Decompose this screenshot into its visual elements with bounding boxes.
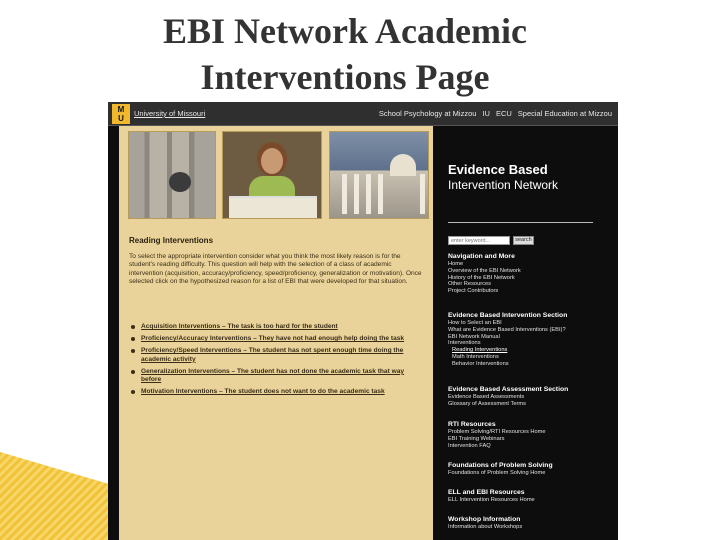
search-input[interactable] — [448, 236, 510, 245]
nav-section-rti — [448, 420, 613, 449]
header-link-special-education[interactable]: Special Education at Mizzou — [517, 109, 612, 118]
intervention-link-proficiency-accuracy[interactable]: Proficiency/Accuracy Interventions – They have not had enough help doing the task — [129, 335, 423, 343]
header-link-iu[interactable]: IU — [482, 109, 490, 118]
photo-student-with-books — [222, 131, 322, 219]
nav-link-ell-home[interactable]: ELL Intervention Resources Home — [448, 497, 535, 503]
nav-heading: Foundations of Problem Solving — [448, 462, 553, 469]
photo-column — [420, 174, 425, 214]
search-button[interactable]: search — [513, 236, 534, 245]
page-title: Reading Interventions — [129, 236, 214, 245]
nav-link-reading-interventions[interactable]: Reading Interventions — [452, 347, 508, 354]
site-title: Evidence Based — [448, 162, 548, 177]
main-content — [119, 126, 433, 540]
nav-section-workshop — [448, 515, 613, 531]
intervention-link-acquisition[interactable]: Acquisition Interventions – The task is too hard for the student — [129, 323, 423, 331]
nav-link-project-contributors[interactable]: Project Contributors — [448, 288, 499, 295]
nav-link-overview[interactable]: Overview of the EBI Network — [448, 267, 521, 274]
nav-link-glossary[interactable]: Glossary of Assessment Terms — [448, 400, 526, 407]
intervention-link-generalization[interactable]: Generalization Interventions – The student has not done the academic task that way before — [129, 368, 423, 384]
nav-heading: Evidence Based Assessment Section — [448, 386, 569, 393]
nav-link-workshops[interactable]: Information about Workshops — [448, 524, 523, 530]
photo-dome — [390, 154, 416, 176]
nav-section-navigation — [448, 252, 613, 295]
divider — [448, 222, 593, 223]
nav-link-home[interactable]: Home — [448, 261, 464, 267]
nav-heading: Workshop Information — [448, 516, 521, 523]
nav-heading: Evidence Based Intervention Section — [448, 312, 568, 319]
slide-title — [80, 8, 610, 100]
nav-link-faq[interactable]: Intervention FAQ — [448, 442, 491, 449]
nav-link-history[interactable]: History of the EBI Network — [448, 274, 515, 281]
mizzou-logo[interactable]: M U — [112, 104, 130, 124]
header-link-school-psychology[interactable]: School Psychology at Mizzou — [378, 109, 477, 118]
nav-link-math-interventions[interactable]: Math Interventions — [452, 353, 499, 360]
nav-link-webinars[interactable]: EBI Training Webinars — [448, 435, 505, 442]
nav-link-rti-home[interactable]: Problem Solving/RTI Resources Home — [448, 429, 546, 435]
photo-column — [354, 174, 359, 214]
site-subtitle: Intervention Network — [448, 178, 559, 192]
intervention-list — [129, 323, 423, 400]
corner-decoration — [0, 452, 120, 540]
intervention-link-motivation[interactable]: Motivation Interventions – The student does not want to do the academic task — [129, 388, 423, 396]
nav-heading: ELL and EBI Resources — [448, 489, 525, 496]
photo-jesse-hall — [329, 131, 429, 219]
intro-paragraph: To select the appropriate intervention consider what you think the most likely reason is for the student's reading difficulty. This question will help with the selection of a class of academic intervention (acquisition, accuracy/proficiency, speed/proficiency, generalization or motivation). Once selected click on the hypothesized reason for a list of EBI that were developed for that situation. — [129, 253, 422, 285]
photo-books — [229, 196, 317, 218]
nav-heading: RTI Resources — [448, 421, 496, 428]
nav-link-what-are-ebi[interactable]: What are Evidence Based Interventions (EBI)? — [448, 326, 566, 333]
header-link-ecu[interactable]: ECU — [495, 109, 512, 118]
university-link[interactable]: University of Missouri — [134, 109, 206, 118]
website-screenshot — [108, 102, 618, 540]
nav-section-ebi — [448, 311, 613, 368]
intervention-link-proficiency-speed[interactable]: Proficiency/Speed Interventions – The student has not spent enough time doing the academic activity — [129, 347, 423, 363]
photo-column — [366, 174, 371, 214]
photo-campus-columns — [128, 131, 216, 219]
nav-section-foundations — [448, 461, 613, 477]
sidebar — [438, 126, 618, 540]
header-links — [379, 109, 612, 118]
nav-link-behavior-interventions[interactable]: Behavior Interventions — [452, 360, 509, 367]
university-header-bar — [108, 102, 618, 126]
photo-face — [261, 148, 283, 174]
nav-heading: Navigation and More — [448, 253, 515, 260]
photo-column — [378, 174, 383, 214]
nav-link-interventions[interactable]: Interventions — [448, 340, 481, 347]
nav-section-ell — [448, 488, 613, 504]
nav-link-foundations-home[interactable]: Foundations of Problem Solving Home — [448, 470, 546, 476]
nav-link-manual[interactable]: EBI Network Manual — [448, 333, 500, 340]
nav-link-how-to-select[interactable]: How to Select an EBI — [448, 320, 502, 326]
nav-link-assessments[interactable]: Evidence Based Assessments — [448, 394, 525, 400]
photo-person — [169, 172, 191, 192]
nav-link-other-resources[interactable]: Other Resources — [448, 281, 491, 288]
photo-column — [342, 174, 347, 214]
nav-section-assessment — [448, 385, 613, 408]
slide-title-line-2: Interventions Page — [200, 57, 490, 97]
slide-title-line-1: EBI Network Academic — [163, 11, 527, 51]
